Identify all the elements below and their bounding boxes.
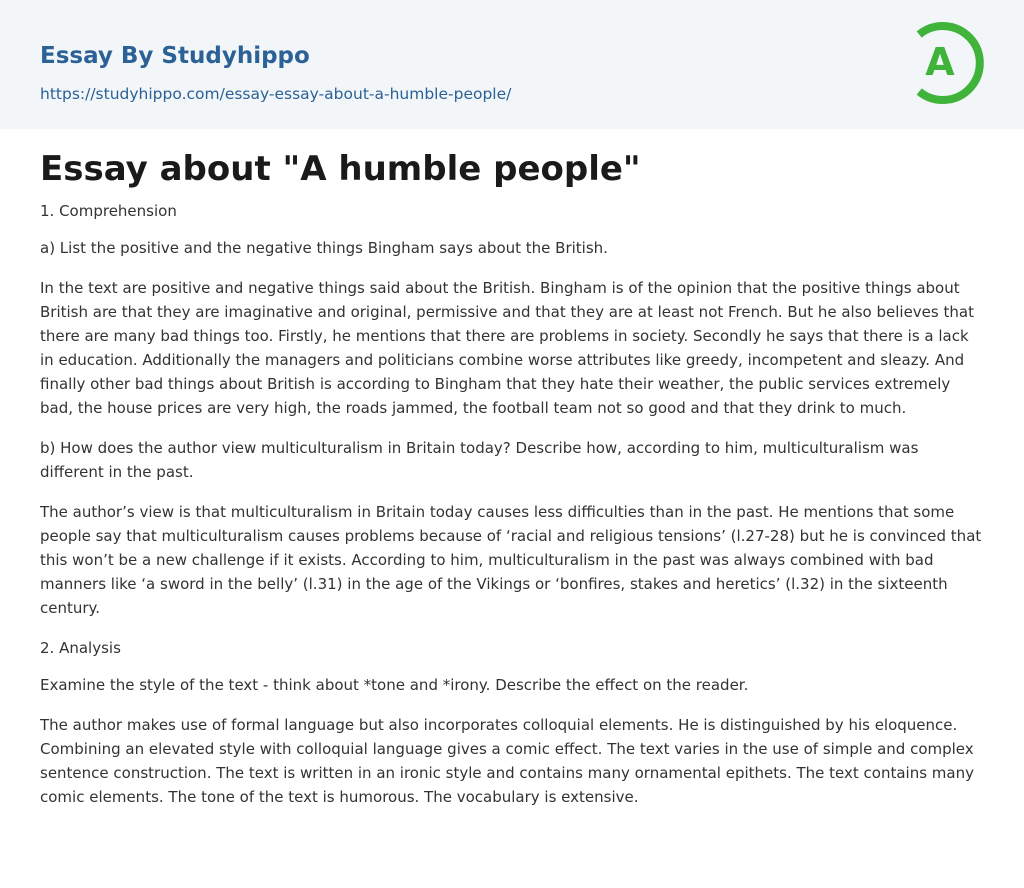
studyhippo-logo-icon[interactable] bbox=[912, 20, 986, 106]
section-heading-comprehension: 1. Comprehension bbox=[40, 202, 177, 220]
section-heading-analysis: 2. Analysis bbox=[40, 639, 121, 657]
question-a: a) List the positive and the negative things Bingham says about the British. bbox=[40, 239, 608, 257]
analysis-answer: The author makes use of formal language but also incorporates colloquial elements. He is distinguished by his eloquence. Combining an elevated style with colloquial language gives a comic effect. The text varies in the use of simple and complex sentence construction. The text is written in an ironic style and contains many ornamental epithets. The text contains many comic elements. The tone of the text is humorous. The vocabulary is extensive. bbox=[40, 716, 974, 806]
essay-url-link[interactable]: https://studyhippo.com/essay-essay-about-a-humble-people/ bbox=[40, 85, 512, 103]
answer-a: In the text are positive and negative things said about the British. Bingham is of the opinion that the positive things about British are that they are imaginative and original, permissive and that they are at least not French. But he also believes that there are many bad things too. Firstly, he mentions that there are problems in society. Secondly he says that there is a lack in education. Additionally the managers and politicians combine worse attributes like greedy, incompetent and sleazy. And finally other bad things about British is according to Bingham that they hate their weather, the public services extremely bad, the house prices are very high, the roads jammed, the football team not so good and that they drink to much. bbox=[40, 279, 974, 417]
site-brand[interactable]: Essay By Studyhippo bbox=[40, 43, 310, 69]
site-header bbox=[0, 0, 1024, 129]
page-title: Essay about "A humble people" bbox=[40, 149, 641, 189]
logo-letter: A bbox=[925, 40, 955, 84]
answer-b: The author’s view is that multiculturalism in Britain today causes less difficulties than in the past. He mentions that some people say that multiculturalism causes problems because of ‘racial and religious tensions’ (l.27-28) but he is convinced that this won’t be a new challenge if it exists. According to him, multiculturalism in the past was always combined with bad manners like ‘a sword in the belly’ (l.31) in the age of the Vikings or ‘bonfires, stakes and heretics’ (l.32) in the sixteenth century. bbox=[40, 503, 982, 617]
essay-content bbox=[40, 129, 984, 809]
question-b: b) How does the author view multiculturalism in Britain today? Describe how, according to him, multiculturalism was different in the past. bbox=[40, 439, 919, 481]
analysis-question: Examine the style of the text - think about *tone and *irony. Describe the effect on the reader. bbox=[40, 676, 749, 694]
